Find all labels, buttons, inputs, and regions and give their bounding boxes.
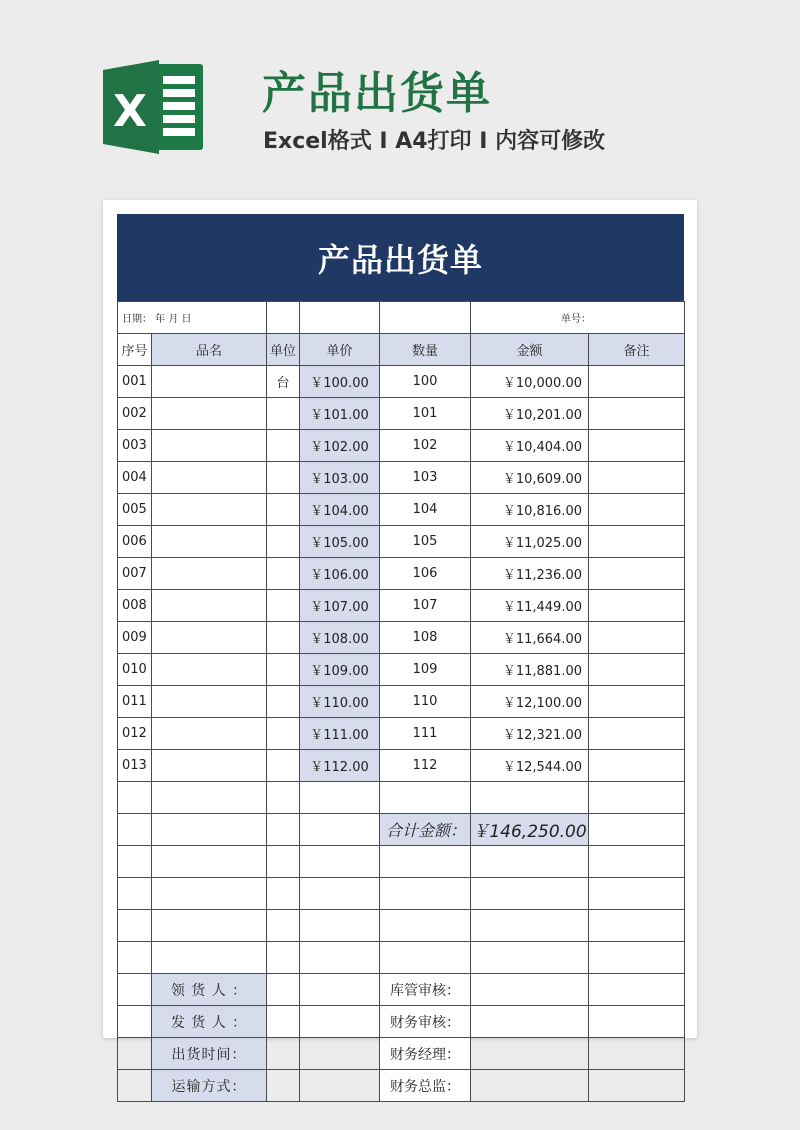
unit-cell[interactable] bbox=[267, 718, 300, 750]
product-name-cell[interactable] bbox=[152, 494, 267, 526]
quantity-cell[interactable]: 104 bbox=[380, 494, 471, 526]
approval-field[interactable] bbox=[589, 974, 685, 1006]
blank-cell[interactable] bbox=[267, 814, 300, 846]
note-cell[interactable] bbox=[589, 686, 685, 718]
table-row bbox=[118, 654, 685, 686]
unit-price-cell[interactable]: ￥101.00 bbox=[300, 398, 380, 430]
unit-cell[interactable] bbox=[267, 686, 300, 718]
signature-field[interactable] bbox=[300, 974, 380, 1006]
blank-cell[interactable] bbox=[589, 782, 685, 814]
blank-cell[interactable] bbox=[471, 910, 589, 942]
page-title: 产品出货单 bbox=[262, 68, 492, 119]
meta-cell[interactable] bbox=[380, 302, 471, 334]
approval-field[interactable] bbox=[471, 974, 589, 1006]
row-number-cell[interactable]: 009 bbox=[118, 622, 152, 654]
blank-cell[interactable] bbox=[589, 846, 685, 878]
note-cell[interactable] bbox=[589, 718, 685, 750]
svg-text:X: X bbox=[113, 86, 147, 137]
table-row bbox=[118, 494, 685, 526]
table-row bbox=[118, 366, 685, 398]
blank-cell[interactable] bbox=[152, 846, 267, 878]
note-cell[interactable] bbox=[589, 430, 685, 462]
blank-cell[interactable] bbox=[380, 782, 471, 814]
note-cell[interactable] bbox=[589, 622, 685, 654]
unit-price-cell[interactable]: ￥110.00 bbox=[300, 686, 380, 718]
amount-cell[interactable]: ￥11,449.00 bbox=[471, 590, 589, 622]
blank-cell[interactable] bbox=[589, 942, 685, 974]
blank-cell[interactable] bbox=[118, 910, 152, 942]
approval-label: 财务经理： bbox=[380, 1038, 471, 1070]
approval-field[interactable] bbox=[471, 1038, 589, 1070]
amount-cell[interactable]: ￥10,816.00 bbox=[471, 494, 589, 526]
unit-cell[interactable] bbox=[267, 526, 300, 558]
page-header bbox=[0, 0, 800, 190]
blank-cell[interactable] bbox=[267, 878, 300, 910]
approval-field[interactable] bbox=[589, 1006, 685, 1038]
unit-cell[interactable] bbox=[267, 622, 300, 654]
blank-cell[interactable] bbox=[118, 1038, 152, 1070]
total-label: 合计金额： bbox=[380, 814, 471, 846]
amount-cell[interactable]: ￥11,236.00 bbox=[471, 558, 589, 590]
row-number-cell[interactable]: 005 bbox=[118, 494, 152, 526]
product-name-cell[interactable] bbox=[152, 366, 267, 398]
table-row bbox=[118, 558, 685, 590]
blank-cell[interactable] bbox=[118, 1006, 152, 1038]
signature-row bbox=[118, 1006, 685, 1038]
meta-row bbox=[118, 302, 685, 334]
blank-cell[interactable] bbox=[300, 814, 380, 846]
row-number-cell[interactable]: 011 bbox=[118, 686, 152, 718]
amount-cell[interactable]: ￥12,321.00 bbox=[471, 718, 589, 750]
blank-row bbox=[118, 942, 685, 974]
shipment-table bbox=[117, 301, 685, 1102]
unit-cell[interactable] bbox=[267, 494, 300, 526]
blank-cell[interactable] bbox=[118, 782, 152, 814]
amount-cell[interactable]: ￥10,609.00 bbox=[471, 462, 589, 494]
blank-row bbox=[118, 782, 685, 814]
signature-row bbox=[118, 1038, 685, 1070]
total-row bbox=[118, 814, 685, 846]
note-cell[interactable] bbox=[589, 590, 685, 622]
blank-cell[interactable] bbox=[380, 942, 471, 974]
column-header: 单位 bbox=[267, 334, 300, 366]
column-header: 品名 bbox=[152, 334, 267, 366]
blank-cell[interactable] bbox=[471, 782, 589, 814]
blank-cell[interactable] bbox=[589, 878, 685, 910]
blank-cell[interactable] bbox=[152, 942, 267, 974]
note-cell[interactable] bbox=[589, 462, 685, 494]
product-name-cell[interactable] bbox=[152, 718, 267, 750]
unit-price-cell[interactable]: ￥107.00 bbox=[300, 590, 380, 622]
amount-cell[interactable]: ￥12,544.00 bbox=[471, 750, 589, 782]
amount-cell[interactable]: ￥12,100.00 bbox=[471, 686, 589, 718]
blank-cell[interactable] bbox=[267, 782, 300, 814]
date-label[interactable]: 日期： 年 月 日 bbox=[118, 302, 267, 334]
approval-field[interactable] bbox=[589, 1070, 685, 1102]
unit-price-cell[interactable]: ￥111.00 bbox=[300, 718, 380, 750]
row-number-cell[interactable]: 012 bbox=[118, 718, 152, 750]
blank-cell[interactable] bbox=[152, 782, 267, 814]
signature-label: 运输方式： bbox=[152, 1070, 267, 1102]
unit-price-cell[interactable]: ￥105.00 bbox=[300, 526, 380, 558]
unit-cell[interactable] bbox=[267, 750, 300, 782]
amount-cell[interactable]: ￥10,000.00 bbox=[471, 366, 589, 398]
blank-row bbox=[118, 878, 685, 910]
amount-cell[interactable]: ￥11,881.00 bbox=[471, 654, 589, 686]
unit-cell[interactable]: 台 bbox=[267, 366, 300, 398]
unit-price-cell[interactable]: ￥112.00 bbox=[300, 750, 380, 782]
signature-row bbox=[118, 1070, 685, 1102]
note-cell[interactable] bbox=[589, 398, 685, 430]
unit-cell[interactable] bbox=[267, 590, 300, 622]
quantity-cell[interactable]: 112 bbox=[380, 750, 471, 782]
table-row bbox=[118, 718, 685, 750]
meta-cell[interactable] bbox=[267, 302, 300, 334]
table-row bbox=[118, 750, 685, 782]
product-name-cell[interactable] bbox=[152, 590, 267, 622]
table-row bbox=[118, 526, 685, 558]
unit-price-cell[interactable]: ￥109.00 bbox=[300, 654, 380, 686]
table-row bbox=[118, 622, 685, 654]
table-row bbox=[118, 398, 685, 430]
blank-cell[interactable] bbox=[118, 878, 152, 910]
unit-price-cell[interactable]: ￥100.00 bbox=[300, 366, 380, 398]
row-number-cell[interactable]: 002 bbox=[118, 398, 152, 430]
signature-label: 领 货 人 ： bbox=[152, 974, 267, 1006]
note-cell[interactable] bbox=[589, 558, 685, 590]
blank-row bbox=[118, 846, 685, 878]
order-number-label[interactable]: 单号： bbox=[471, 302, 685, 334]
blank-cell[interactable] bbox=[380, 846, 471, 878]
quantity-cell[interactable]: 109 bbox=[380, 654, 471, 686]
blank-cell[interactable] bbox=[118, 942, 152, 974]
signature-field[interactable] bbox=[267, 1038, 300, 1070]
blank-row bbox=[118, 910, 685, 942]
blank-cell[interactable] bbox=[471, 846, 589, 878]
signature-row bbox=[118, 974, 685, 1006]
signature-label: 发 货 人 ： bbox=[152, 1006, 267, 1038]
row-number-cell[interactable]: 001 bbox=[118, 366, 152, 398]
amount-cell[interactable]: ￥10,404.00 bbox=[471, 430, 589, 462]
unit-cell[interactable] bbox=[267, 398, 300, 430]
blank-cell[interactable] bbox=[152, 814, 267, 846]
total-amount[interactable]: ￥146,250.00 bbox=[471, 814, 589, 846]
column-header: 单价 bbox=[300, 334, 380, 366]
table-row bbox=[118, 686, 685, 718]
unit-price-cell[interactable]: ￥104.00 bbox=[300, 494, 380, 526]
approval-field[interactable] bbox=[471, 1006, 589, 1038]
signature-label: 出货时间： bbox=[152, 1038, 267, 1070]
blank-cell[interactable] bbox=[118, 846, 152, 878]
signature-field[interactable] bbox=[267, 974, 300, 1006]
blank-cell[interactable] bbox=[300, 878, 380, 910]
quantity-cell[interactable]: 103 bbox=[380, 462, 471, 494]
note-cell[interactable] bbox=[589, 750, 685, 782]
blank-cell[interactable] bbox=[300, 846, 380, 878]
quantity-cell[interactable]: 110 bbox=[380, 686, 471, 718]
quantity-cell[interactable]: 102 bbox=[380, 430, 471, 462]
approval-field[interactable] bbox=[471, 1070, 589, 1102]
signature-field[interactable] bbox=[300, 1006, 380, 1038]
quantity-cell[interactable]: 111 bbox=[380, 718, 471, 750]
blank-cell[interactable] bbox=[300, 782, 380, 814]
column-header: 金额 bbox=[471, 334, 589, 366]
blank-cell[interactable] bbox=[267, 910, 300, 942]
amount-cell[interactable]: ￥11,664.00 bbox=[471, 622, 589, 654]
approval-field[interactable] bbox=[589, 1038, 685, 1070]
column-header: 备注 bbox=[589, 334, 685, 366]
signature-field[interactable] bbox=[267, 1070, 300, 1102]
blank-cell[interactable] bbox=[118, 814, 152, 846]
row-number-cell[interactable]: 010 bbox=[118, 654, 152, 686]
blank-cell[interactable] bbox=[380, 910, 471, 942]
quantity-cell[interactable]: 100 bbox=[380, 366, 471, 398]
table-row bbox=[118, 462, 685, 494]
note-cell[interactable] bbox=[589, 654, 685, 686]
note-cell[interactable] bbox=[589, 494, 685, 526]
product-name-cell[interactable] bbox=[152, 430, 267, 462]
blank-cell[interactable] bbox=[118, 1070, 152, 1102]
product-name-cell[interactable] bbox=[152, 398, 267, 430]
signature-field[interactable] bbox=[267, 1006, 300, 1038]
signature-field[interactable] bbox=[300, 1038, 380, 1070]
quantity-cell[interactable]: 105 bbox=[380, 526, 471, 558]
blank-cell[interactable] bbox=[152, 878, 267, 910]
unit-cell[interactable] bbox=[267, 654, 300, 686]
blank-cell[interactable] bbox=[380, 878, 471, 910]
quantity-cell[interactable]: 108 bbox=[380, 622, 471, 654]
approval-label: 财务总监： bbox=[380, 1070, 471, 1102]
table-row bbox=[118, 590, 685, 622]
blank-cell[interactable] bbox=[152, 910, 267, 942]
row-number-cell[interactable]: 013 bbox=[118, 750, 152, 782]
blank-cell[interactable] bbox=[300, 942, 380, 974]
blank-cell[interactable] bbox=[267, 942, 300, 974]
quantity-cell[interactable]: 106 bbox=[380, 558, 471, 590]
row-number-cell[interactable]: 008 bbox=[118, 590, 152, 622]
unit-cell[interactable] bbox=[267, 462, 300, 494]
excel-logo-icon bbox=[103, 58, 207, 156]
table-row bbox=[118, 430, 685, 462]
product-name-cell[interactable] bbox=[152, 622, 267, 654]
product-name-cell[interactable] bbox=[152, 750, 267, 782]
unit-price-cell[interactable]: ￥106.00 bbox=[300, 558, 380, 590]
blank-cell[interactable] bbox=[118, 974, 152, 1006]
blank-cell[interactable] bbox=[300, 910, 380, 942]
blank-cell[interactable] bbox=[589, 910, 685, 942]
meta-cell[interactable] bbox=[300, 302, 380, 334]
sheet-banner-title: 产品出货单 bbox=[117, 214, 684, 301]
page-subtitle: Excel格式 I A4打印 I 内容可修改 bbox=[263, 129, 606, 154]
unit-price-cell[interactable]: ￥108.00 bbox=[300, 622, 380, 654]
quantity-cell[interactable]: 101 bbox=[380, 398, 471, 430]
product-name-cell[interactable] bbox=[152, 654, 267, 686]
product-name-cell[interactable] bbox=[152, 526, 267, 558]
unit-price-cell[interactable]: ￥102.00 bbox=[300, 430, 380, 462]
product-name-cell[interactable] bbox=[152, 686, 267, 718]
quantity-cell[interactable]: 107 bbox=[380, 590, 471, 622]
column-header: 数量 bbox=[380, 334, 471, 366]
note-cell[interactable] bbox=[589, 366, 685, 398]
approval-label: 库管审核： bbox=[380, 974, 471, 1006]
column-header: 序号 bbox=[118, 334, 152, 366]
blank-cell[interactable] bbox=[471, 942, 589, 974]
blank-cell[interactable] bbox=[267, 846, 300, 878]
product-name-cell[interactable] bbox=[152, 558, 267, 590]
unit-cell[interactable] bbox=[267, 558, 300, 590]
approval-label: 财务审核： bbox=[380, 1006, 471, 1038]
signature-field[interactable] bbox=[300, 1070, 380, 1102]
amount-cell[interactable]: ￥11,025.00 bbox=[471, 526, 589, 558]
unit-price-cell[interactable]: ￥103.00 bbox=[300, 462, 380, 494]
product-name-cell[interactable] bbox=[152, 462, 267, 494]
blank-cell[interactable] bbox=[589, 814, 685, 846]
amount-cell[interactable]: ￥10,201.00 bbox=[471, 398, 589, 430]
row-number-cell[interactable]: 006 bbox=[118, 526, 152, 558]
row-number-cell[interactable]: 003 bbox=[118, 430, 152, 462]
unit-cell[interactable] bbox=[267, 430, 300, 462]
note-cell[interactable] bbox=[589, 526, 685, 558]
column-header-row bbox=[118, 334, 685, 366]
blank-cell[interactable] bbox=[471, 878, 589, 910]
row-number-cell[interactable]: 004 bbox=[118, 462, 152, 494]
row-number-cell[interactable]: 007 bbox=[118, 558, 152, 590]
